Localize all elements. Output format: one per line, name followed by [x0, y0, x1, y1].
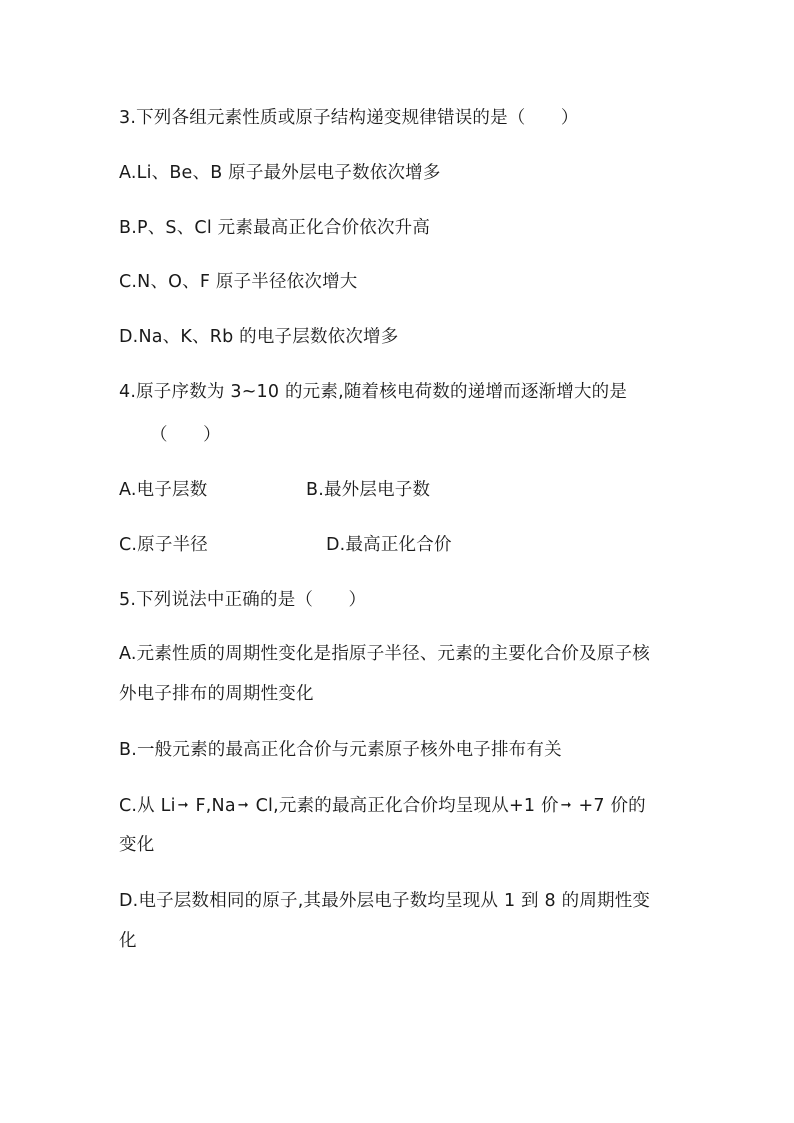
- right-arrow-icon: ➞: [560, 798, 572, 813]
- q4-option-a: A.电子层数: [119, 480, 208, 500]
- q4-option-c: C.原子半径: [119, 535, 208, 555]
- q5-option-b: B.一般元素的最高正化合价与元素原子核外电子排布有关: [119, 740, 562, 760]
- q5-option-c-text-4: +7 价的: [572, 796, 646, 816]
- q5-option-c-line1: [119, 795, 646, 817]
- q5-option-a-line2: 外电子排布的周期性变化: [119, 684, 314, 704]
- q3-option-a: A.Li、Be、B 原子最外层电子数依次增多: [119, 163, 441, 183]
- q3-option-b: B.P、S、Cl 元素最高正化合价依次升高: [119, 218, 431, 238]
- q5-option-c-line2: 变化: [119, 835, 155, 855]
- q4-answer-paren: （ ）: [150, 425, 221, 445]
- q5-option-d-line2: 化: [119, 931, 137, 951]
- q4-option-d: D.最高正化合价: [326, 535, 452, 555]
- q5-stem: 5.下列说法中正确的是（ ）: [119, 590, 367, 610]
- q3-option-c: C.N、O、F 原子半径依次增大: [119, 272, 358, 292]
- q5-option-c-text-2: F,Na: [189, 796, 236, 816]
- q3-option-d: D.Na、K、Rb 的电子层数依次增多: [119, 327, 399, 347]
- q5-option-c-text-1: C.从 Li: [119, 796, 176, 816]
- right-arrow-icon: ➞: [177, 798, 189, 813]
- q5-option-d-line1: D.电子层数相同的原子,其最外层电子数均呈现从 1 到 8 的周期性变: [119, 891, 651, 911]
- q4-option-b: B.最外层电子数: [306, 480, 431, 500]
- q5-option-a-line1: A.元素性质的周期性变化是指原子半径、元素的主要化合价及原子核: [119, 644, 650, 664]
- q4-stem: 4.原子序数为 3~10 的元素,随着核电荷数的递增而逐渐增大的是: [119, 382, 628, 402]
- q3-stem: 3.下列各组元素性质或原子结构递变规律错误的是（ ）: [119, 108, 579, 128]
- right-arrow-icon: ➞: [237, 798, 249, 813]
- q5-option-c-text-3: Cl,元素的最高正化合价均呈现从+1 价: [249, 796, 559, 816]
